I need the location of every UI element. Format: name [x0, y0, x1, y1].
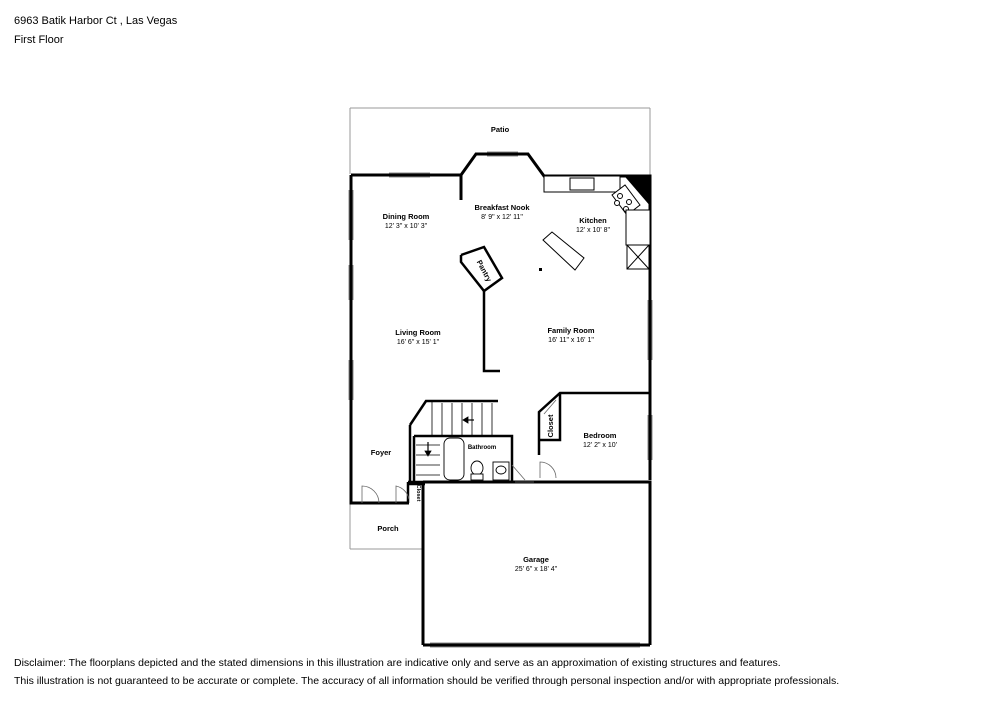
- bathroom-label: Bathroom: [467, 445, 497, 451]
- patio-outline: [350, 108, 650, 176]
- property-address: 6963 Batik Harbor Ct , Las Vegas: [14, 15, 178, 27]
- family-room-dims: 16' 11" x 16' 1": [548, 337, 594, 344]
- pantry-label: Pantry: [474, 258, 494, 284]
- family-room-label: Family Room: [547, 326, 595, 335]
- bedroom-closet-label: Closet: [546, 414, 555, 438]
- garage-dims: 25' 6" x 18' 4": [514, 566, 558, 573]
- disclaimer-line-1: Disclaimer: The floorplans depicted and the stated dimensions in this illustration are indicative only and serve as an approximation of existing structures and features.: [14, 657, 781, 669]
- living-room-label: Living Room: [395, 328, 441, 337]
- bedroom-dims: 12' 2" x 10': [583, 442, 617, 449]
- foyer-label: Foyer: [370, 448, 392, 457]
- foyer-closet-label: Closet: [415, 484, 421, 502]
- breakfast-nook-label: Breakfast Nook: [474, 203, 530, 212]
- floor-label: First Floor: [14, 34, 64, 46]
- disclaimer-line-2: This illustration is not guaranteed to be accurate or complete. The accuracy of all information should be verified through personal inspection and/or with appropriate professionals.: [14, 675, 840, 687]
- dining-room-dims: 12' 3" x 10' 3": [384, 223, 428, 230]
- garage-label: Garage: [523, 555, 549, 564]
- kitchen-dims: 12' x 10' 8": [576, 227, 610, 234]
- porch-label: Porch: [377, 524, 399, 533]
- living-room-dims: 16' 6" x 15' 1": [396, 339, 440, 346]
- bedroom-label: Bedroom: [583, 431, 617, 440]
- patio-label: Patio: [490, 125, 510, 134]
- kitchen-label: Kitchen: [579, 216, 607, 225]
- breakfast-nook-dims: 8' 9" x 12' 11": [481, 214, 523, 221]
- dining-room-label: Dining Room: [382, 212, 430, 221]
